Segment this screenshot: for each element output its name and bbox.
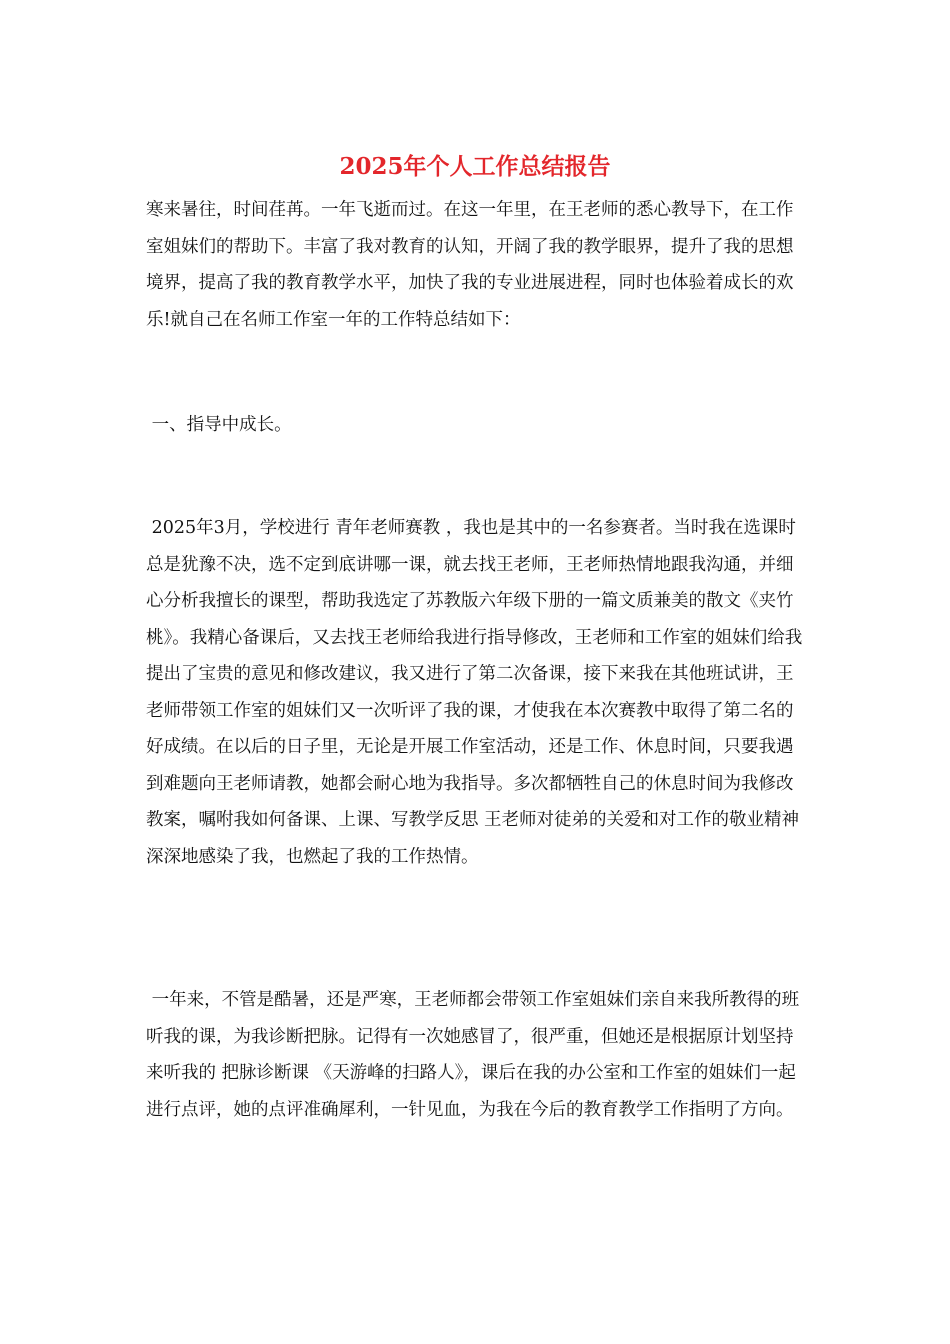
body-paragraph-competition: 2025年3月，学校进行 青年老师赛教 ，我也是其中的一名参赛者。当时我在选课时总是犹豫不决，选不定到底讲哪一课，就去找王老师，王老师热情地跟我沟通，并细心分析我擅长的课型，帮助我选定了苏教版六年级下册的一篇文质兼美的散文《夹竹桃》。我精心备课后，又去找王老师给我进行指导修改，王老师和工作室的姐妹们给我提出了宝贵的意见和修改建议，我又进行了第二次备课，接下来我在其他班试讲，王老师带领工作室的姐妹们又一次听评了我的课，才使我在本次赛教中取得了第二名的好成绩。在以后的日子里，无论是开展工作室活动，还是工作、休息时间，只要我遇到难题向王老师请教，她都会耐心地为我指导。多次都牺牲自己的休息时间为我修改教案，嘱咐我如何备课、上课、写教学反思 王老师对徒弟的关爱和对工作的敬业精神深深地感染了我，也燃起了我的工作热情。 [146,518,803,867]
section-heading-guidance: 一、指导中成长。 [146,415,292,435]
document-title: 2025年个人工作总结报告 [339,153,611,180]
intro-paragraph: 寒来暑往，时间荏苒。一年飞逝而过。在这一年里，在王老师的悉心教导下，在工作室姐妹们的帮助下。丰富了我对教育的认知，开阔了我的教学眼界，提升了我的思想境界，提高了我的教育教学水平，加快了我的专业进展进程，同时也体验着成长的欢乐!就自己在名师工作室一年的工作特总结如下： [146,200,794,330]
body-paragraph-observation: 一年来，不管是酷暑，还是严寒，王老师都会带领工作室姐妹们亲自来我所教得的班听我的课，为我诊断把脉。记得有一次她感冒了，很严重，但她还是根据原计划坚持来听我的 把脉诊断课 《天游峰的扫路人》，课后在我的办公室和工作室的姐妹们一起进行点评，她的点评准确犀利，一针见血，为我在今后的教育教学工作指明了方向。 [146,990,800,1120]
